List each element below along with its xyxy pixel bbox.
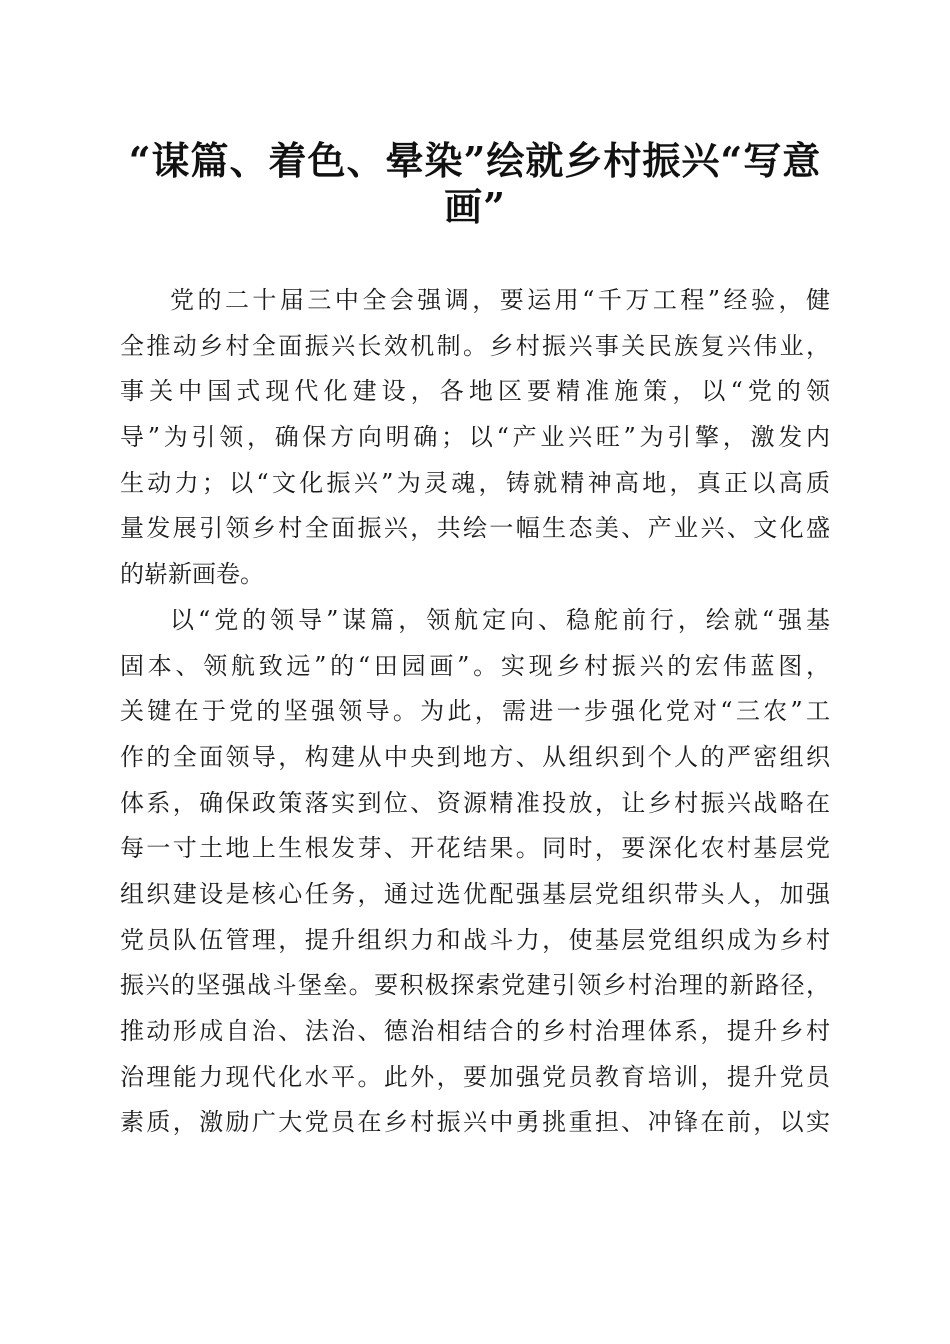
paragraph-line: 振兴的坚强战斗堡垒。要积极探索党建引领乡村治理的新路径， [120,971,830,1000]
paragraph-line: 治理能力现代化水平。此外，要加强党员教育培训，提升党员 [120,1062,830,1091]
paragraph-line: 生动力；以“文化振兴”为灵魂，铸就精神高地，真正以高质 [120,468,830,497]
paragraph-line: 导”为引领，确保方向明确；以“产业兴旺”为引擎，激发内 [120,423,830,452]
paragraph-line: 作的全面领导，构建从中央到地方、从组织到个人的严密组织 [120,742,830,771]
title-line-2: 画” [444,184,506,229]
paragraph-line: 量发展引领乡村全面振兴，共绘一幅生态美、产业兴、文化盛 [120,514,830,543]
paragraph-line: 全推动乡村全面振兴长效机制。乡村振兴事关民族复兴伟业， [120,331,830,360]
paragraph-line: 素质，激励广大党员在乡村振兴中勇挑重担、冲锋在前，以实 [120,1108,830,1137]
paragraph-line: 事关中国式现代化建设，各地区要精准施策，以“党的领 [120,377,830,406]
paragraph-line: 以“党的领导”谋篇，领航定向、稳舵前行，绘就“强基 [170,605,830,634]
paragraph-2 [120,598,830,1146]
document-body [120,278,830,1146]
paragraph-line: 体系，确保政策落实到位、资源精准投放，让乡村振兴战略在 [120,788,830,817]
paragraph-line: 推动形成自治、法治、德治相结合的乡村治理体系，提升乡村 [120,1017,830,1045]
document-title [120,138,830,230]
title-line-1: “谋篇、着色、晕染”绘就乡村振兴“写意 [128,138,822,183]
paragraph-line: 的崭新画卷。 [120,560,264,589]
paragraph-line: 每一寸土地上生根发芽、开花结果。同时，要深化农村基层党 [120,834,830,863]
paragraph-1 [120,278,830,598]
paragraph-line: 党的二十届三中全会强调，要运用“千万工程”经验，健 [170,286,830,314]
paragraph-line: 党员队伍管理，提升组织力和战斗力，使基层党组织成为乡村 [120,925,830,954]
paragraph-line: 关键在于党的坚强领导。为此，需进一步强化党对“三农”工 [120,697,830,726]
paragraph-line: 组织建设是核心任务，通过选优配强基层党组织带头人，加强 [120,879,830,908]
paragraph-line: 固本、领航致远”的“田园画”。实现乡村振兴的宏伟蓝图， [120,651,830,680]
